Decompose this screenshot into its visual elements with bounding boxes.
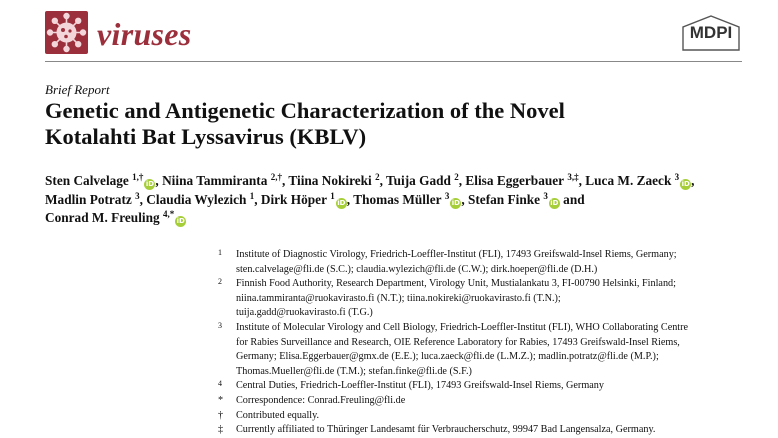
publisher-name: MDPI	[689, 23, 733, 42]
orcid-icon[interactable]: iD	[176, 217, 185, 225]
author[interactable]: Conrad M. Freuling $^{4,*}$iD	[45, 209, 185, 225]
correspondence-item	[218, 394, 758, 409]
orcid-icon[interactable]: iD	[451, 198, 460, 207]
article-type: Brief Report	[45, 82, 110, 97]
footnote-text: Contributed equally.	[236, 409, 320, 421]
affiliation-text: Institute of Diagnostic Virology, Friedrich-Loeffler-Institut (FLI), 17493 Greifswald-Insel Riems, Germany;	[236, 249, 677, 260]
affiliation-text[interactable]: sten.calvelage@fli.de (S.C.); claudia.wylezich@fli.de (C.W.); dirk.hoeper@fli.de (D.H.)	[236, 263, 598, 275]
author[interactable]: Elisa Eggerbauer $^{3,\ddagger}$	[465, 172, 579, 188]
author-line: Sten Calvelage $^{1,\dagger}$iD, Niina Tammiranta $^{2,\dagger}$, Tiina Nokireki $^2$, Tuija Gadd $^2$, Elisa Eggerbauer $^{3,\ddagger}$, Luca M. Zaeck $^3$iD,	[45, 172, 695, 188]
orcid-icon[interactable]: iD	[681, 180, 690, 188]
affiliation-marker: 4	[218, 379, 222, 389]
affiliation-text: Finnish Food Authority, Research Department, Virology Unit, Mustialankatu 3, FI-00790 Helsinki, Finland;	[236, 278, 676, 290]
author-list	[45, 172, 745, 228]
article-title-line: Genetic and Antigenetic Characterization of the Novel	[45, 98, 565, 123]
affiliation-text[interactable]: niina.tammiranta@ruokavirasto.fi (N.T.); tiina.nokireki@ruokavirasto.fi (T.N.);	[236, 292, 561, 304]
article-title	[45, 98, 745, 150]
footnote-text: Currently affiliated to Thüringer Landesamt für Verbraucherschutz, 99947 Bad Langensalza, Germany.	[236, 424, 656, 436]
author[interactable]: Niina Tammiranta $^{2,\dagger}$	[162, 172, 282, 188]
affiliation-marker: ‡	[218, 424, 224, 436]
correspondence-text[interactable]: Correspondence: Conrad.Freuling@fli.de	[236, 394, 406, 406]
affiliation-text: for Rabies Surveillance and Research, OIE Reference Laboratory for Rabies, 17493 Greifswald-Insel Riems,	[236, 336, 680, 348]
author[interactable]: Stefan Finke $^3$iD	[467, 190, 559, 207]
publisher-logo	[680, 14, 742, 54]
author-line	[45, 209, 745, 228]
author[interactable]: Madlin Potratz $^3$	[45, 190, 140, 207]
footnote-item	[218, 423, 758, 438]
author[interactable]: Claudia Wylezich $^1$	[146, 190, 255, 207]
author[interactable]: Dirk Höper $^1$iD	[260, 190, 346, 207]
affiliation-marker: †	[218, 409, 224, 421]
affiliation-item	[218, 248, 758, 277]
author[interactable]: Tuija Gadd $^2$	[386, 172, 459, 188]
affiliation-text[interactable]: Germany; Elisa.Eggerbauer@gmx.de (E.E.); luca.zaeck@fli.de (L.M.Z.); madlin.potratz@fli.de (M.P.);	[236, 351, 659, 363]
affiliation-text[interactable]: Thomas.Mueller@fli.de (T.M.); stefan.finke@fli.de (S.F.)	[236, 365, 472, 377]
affiliation-item	[218, 379, 758, 394]
footnote-item	[218, 409, 758, 424]
affiliation-marker: *	[218, 394, 224, 406]
virus-icon	[45, 11, 88, 54]
affiliation-marker: 1	[218, 248, 222, 257]
affiliation-item	[218, 277, 758, 321]
affiliation-marker: 2	[218, 277, 222, 287]
author[interactable]: Sten Calvelage $^{1,\dagger}$iD	[45, 172, 155, 188]
header-divider	[45, 61, 742, 62]
affiliation-text: Central Duties, Friedrich-Loeffler-Institut (FLI), 17493 Greifswald-Insel Riems, Germany	[236, 380, 604, 392]
journal-name: viruses	[97, 16, 192, 52]
author[interactable]: Thomas Müller $^3$iD	[353, 190, 460, 207]
affiliation-text: Institute of Molecular Virology and Cell Biology, Friedrich-Loeffler-Institut (FLI), WHO Collaborating Centre	[236, 321, 689, 333]
article-title-line: Kotalahti Bat Lyssavirus (KBLV)	[45, 124, 367, 149]
orcid-icon[interactable]: iD	[145, 180, 155, 188]
journal-logo	[45, 11, 88, 54]
author[interactable]: Luca M. Zaeck $^3$iD	[585, 172, 690, 188]
author-line: Madlin Potratz $^3$, Claudia Wylezich $^1$, Dirk Höper $^1$iD, Thomas Müller $^3$iD, Stefan Finke $^3$iD and	[45, 190, 585, 207]
affiliation-text[interactable]: tuija.gadd@ruokavirasto.fi (T.G.)	[236, 307, 373, 319]
orcid-icon[interactable]: iD	[337, 198, 346, 207]
affiliation-marker: 3	[218, 320, 222, 330]
affiliations	[218, 248, 758, 438]
orcid-icon[interactable]: iD	[550, 198, 559, 207]
affiliation-item	[218, 321, 758, 379]
author[interactable]: Tiina Nokireki $^2$	[288, 172, 380, 188]
